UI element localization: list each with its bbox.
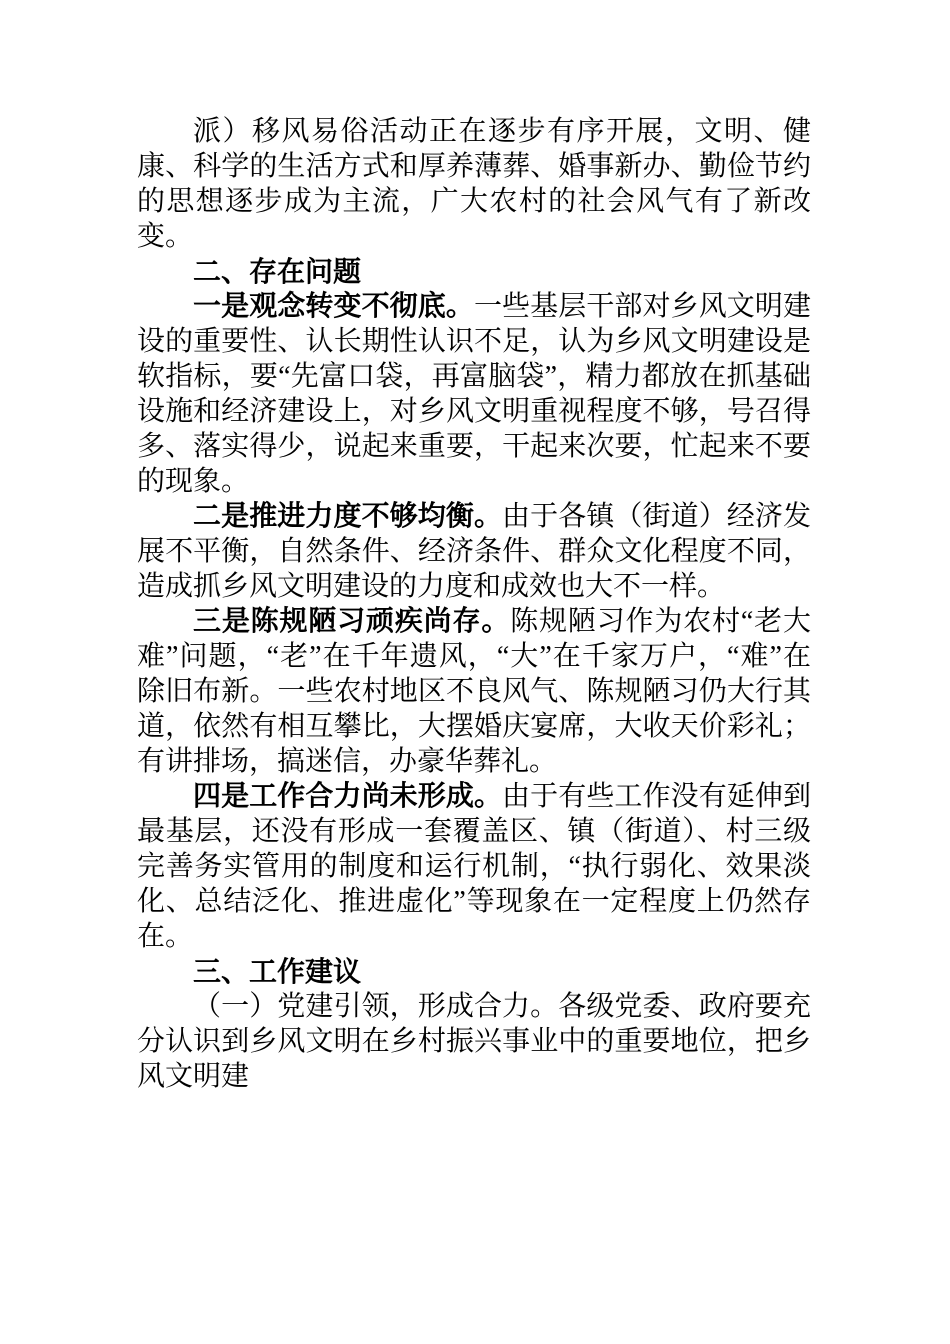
paragraph-lead: 四是工作合力尚未形成。 xyxy=(193,781,503,812)
paragraph-text: 一些基层干部对乡风文明建设的重要性、认长期性认识不足，认为乡风文明建设是软指标，要“先富口袋，再富脑袋”，精力都放在抓基础设施和经济建设上，对乡风文明重视程度不够，号召得多、落实得少，说起来重要，干起来次要，忙起来不要的现象。 xyxy=(137,291,811,497)
paragraph xyxy=(137,114,811,254)
paragraph-text: 陈规陋习作为农村“老大难”问题，“老”在千年遗风，“大”在千家万户，“难”在除旧布新。一些农村地区不良风气、陈规陋习仍大行其道，依然有相互攀比，大摆婚庆宴席，大收天价彩礼；有讲排场，搞迷信，办豪华葬礼。 xyxy=(137,606,811,777)
paragraph-lead: 二是推进力度不够均衡。 xyxy=(193,501,503,532)
paragraph-text: 由于有些工作没有延伸到最基层，还没有形成一套覆盖区、镇（街道）、村三级完善务实管用的制度和运行机制，“执行弱化、效果淡化、总结泛化、推进虚化”等现象在一定程度上仍然存在。 xyxy=(137,781,811,952)
paragraph xyxy=(137,499,811,604)
paragraph xyxy=(137,604,811,779)
paragraph-text: （一）党建引领，形成合力。各级党委、政府要充分认识到乡风文明在乡村振兴事业中的重要地位，把乡风文明建 xyxy=(137,991,811,1092)
paragraph xyxy=(137,779,811,954)
section-heading xyxy=(137,954,811,989)
section-heading xyxy=(137,254,811,289)
paragraph-text: 派）移风易俗活动正在逐步有序开展，文明、健康、科学的生活方式和厚养薄葬、婚事新办、勤俭节约的思想逐步成为主流，广大农村的社会风气有了新改变。 xyxy=(137,116,811,252)
document-body xyxy=(137,114,811,1094)
paragraph-lead: 三是陈规陋习顽疾尚存。 xyxy=(193,606,511,637)
paragraph xyxy=(137,289,811,499)
section-heading-text: 二、存在问题 xyxy=(193,256,362,287)
paragraph-lead: 一是观念转变不彻底。 xyxy=(193,291,474,322)
paragraph-text: 由于各镇（街道）经济发展不平衡，自然条件、经济条件、群众文化程度不同，造成抓乡风文明建设的力度和成效也大不一样。 xyxy=(137,501,811,602)
paragraph xyxy=(137,989,811,1094)
section-heading-text: 三、工作建议 xyxy=(193,956,362,987)
